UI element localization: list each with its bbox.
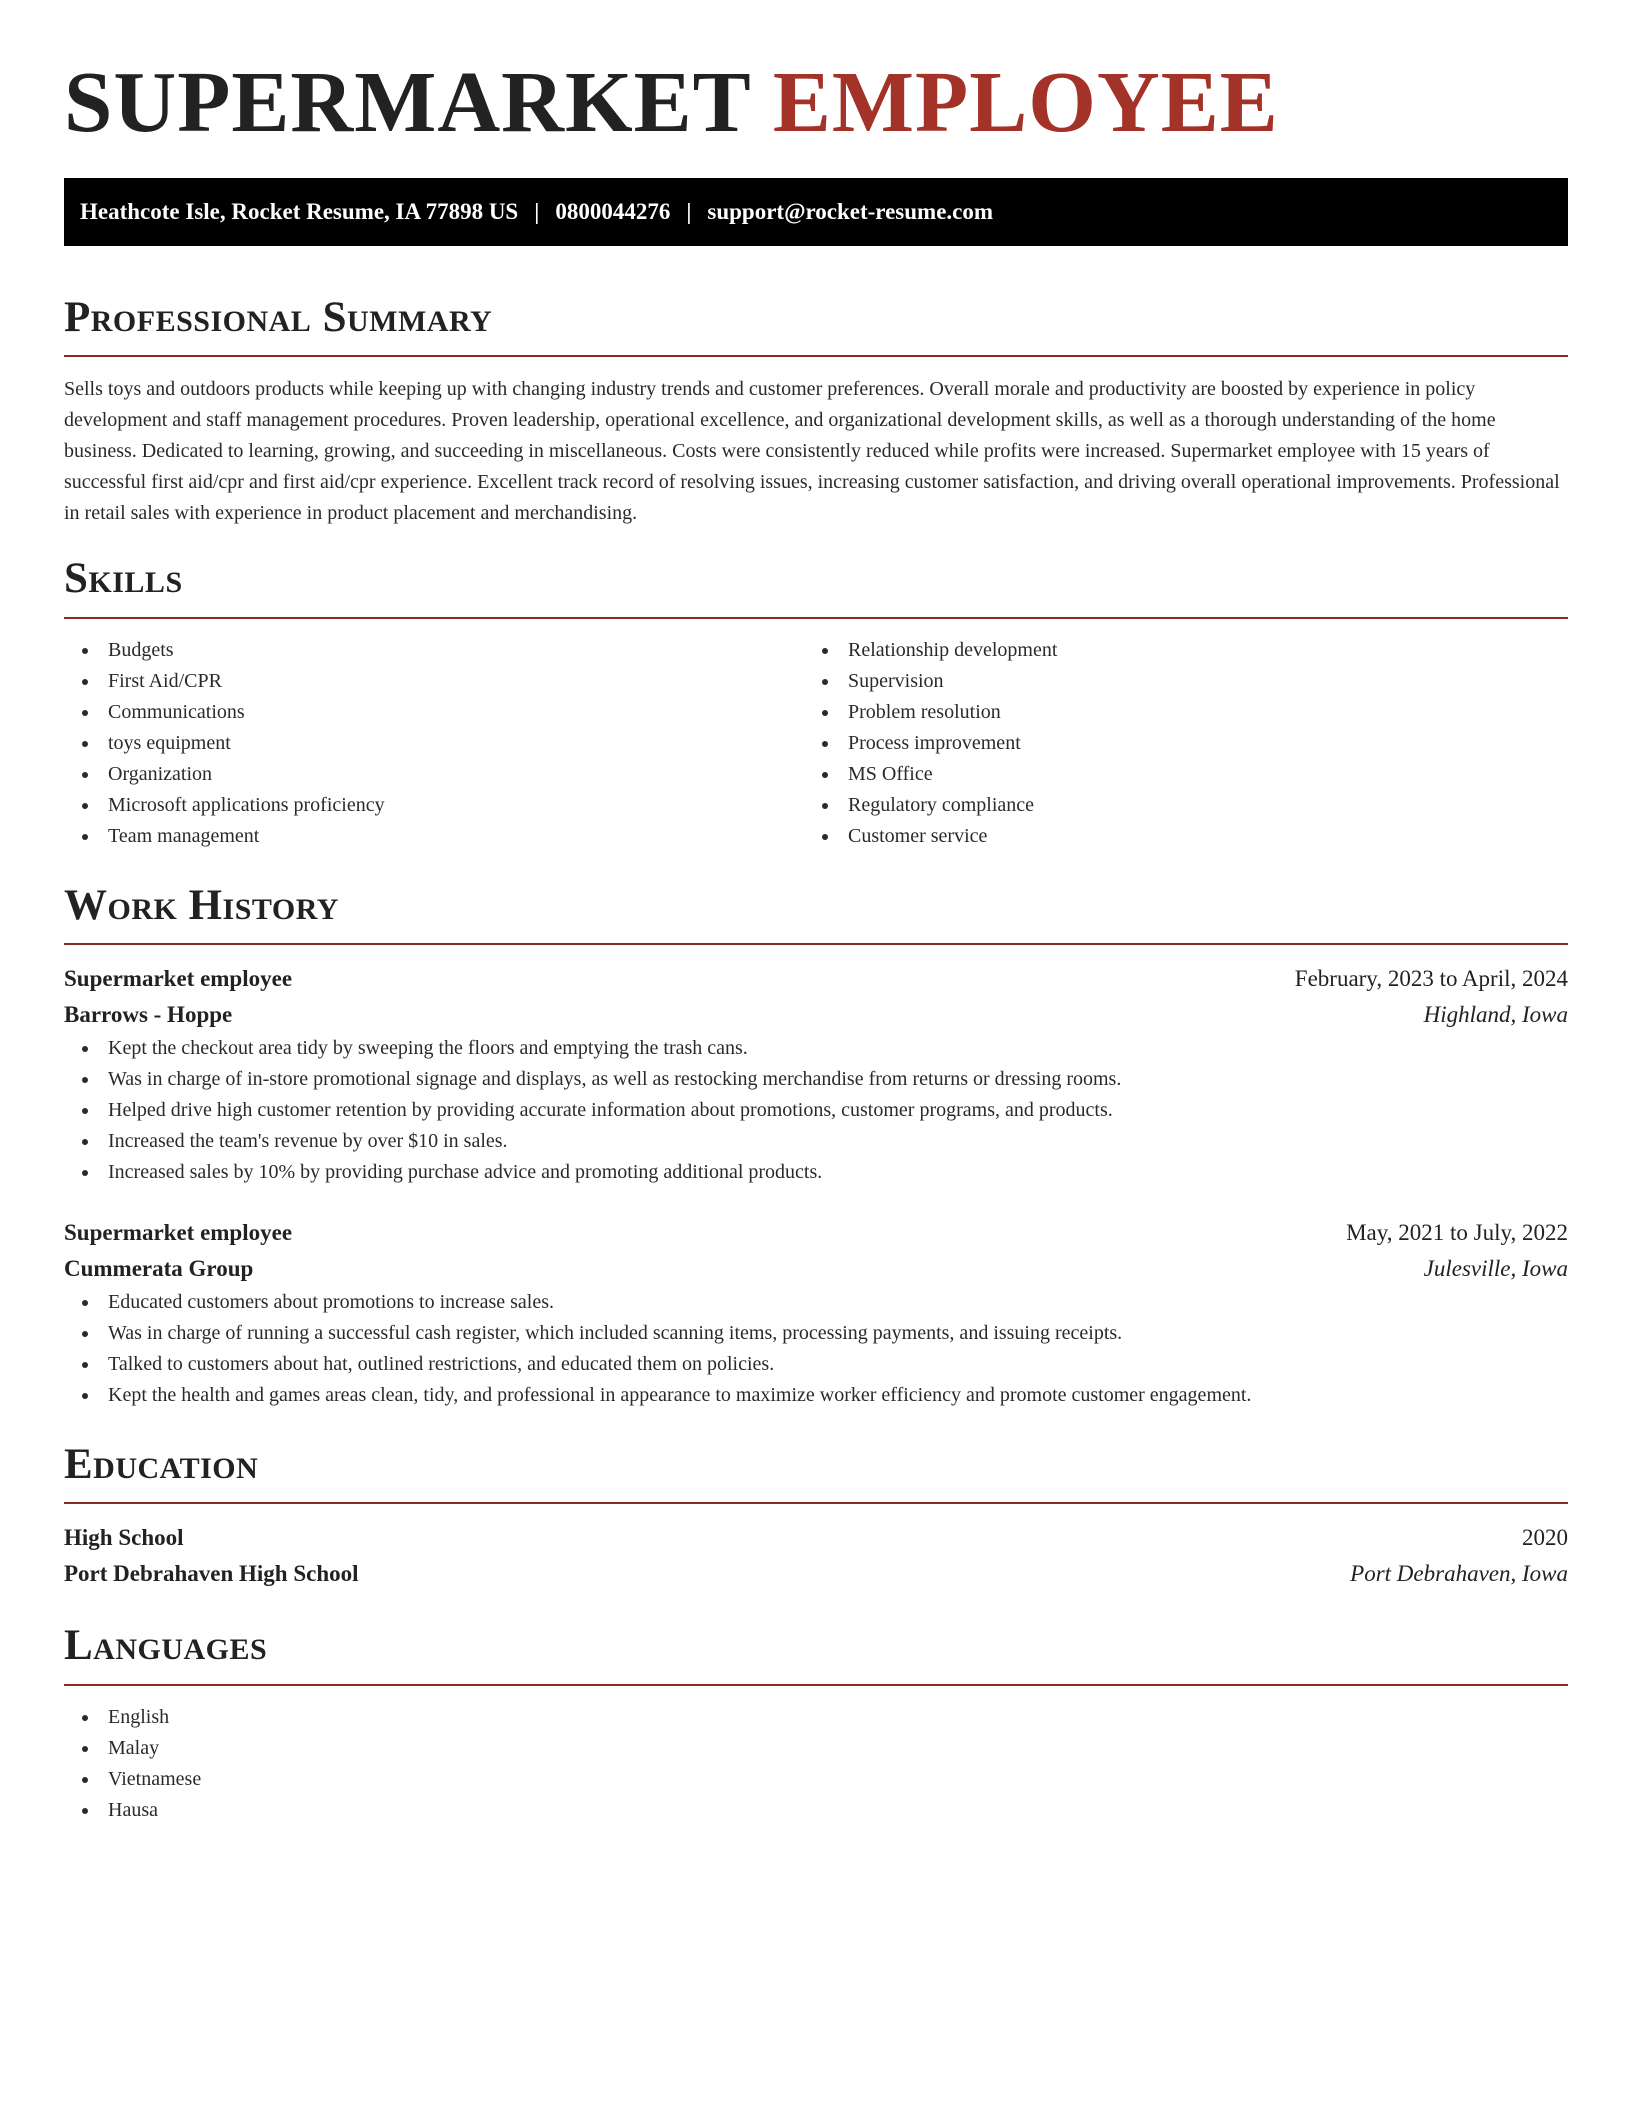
job-duty: Educated customers about promotions to increase sales. xyxy=(64,1287,1568,1318)
job-title: Supermarket employee xyxy=(64,1219,293,1245)
skill-item: Organization xyxy=(64,759,804,790)
skill-item: Problem resolution xyxy=(804,697,1544,728)
job-location: Julesville, Iowa xyxy=(1423,1255,1568,1281)
job-duties xyxy=(64,1033,1568,1188)
job-company-row xyxy=(64,997,1568,1033)
job-duties xyxy=(64,1287,1568,1411)
education-header-row xyxy=(64,1520,1568,1556)
languages-title: Languages xyxy=(64,1622,268,1670)
education-school: Port Debrahaven High School xyxy=(64,1561,359,1587)
skills-list-right xyxy=(804,635,1544,852)
job-dates: February, 2023 to April, 2024 xyxy=(1294,965,1568,991)
job-duty: Increased sales by 10% by providing purchase advice and promoting additional products. xyxy=(64,1157,1568,1188)
summary-text: Sells toys and outdoors products while keeping up with changing industry trends and customer preferences. Overall morale and productivity are boosted by experience in policy development and staff management procedures. Proven leadership, operational excellence, and organizational development skills, as well as a thorough understanding of the home business. Dedicated to learning, growing, and succeeding in miscellaneous. Costs were consistently reduced while profits were increased. Supermarket employee with 15 years of successful first aid/cpr and first aid/cpr experience. Excellent track record of resolving issues, increasing customer satisfaction, and driving overall operational improvements. Professional in retail sales with experience in product placement and merchandising. xyxy=(64,378,1560,525)
education-degree: High School xyxy=(64,1525,184,1551)
job-duty: Kept the health and games areas clean, tidy, and professional in appearance to maximize worker efficiency and promote customer engagement. xyxy=(64,1380,1568,1411)
job-header-row xyxy=(64,961,1568,997)
job-company-row xyxy=(64,1251,1568,1287)
section-divider xyxy=(64,943,1568,945)
education-school-row xyxy=(64,1556,1568,1592)
job-title: Supermarket employee xyxy=(64,965,293,991)
skills-grid xyxy=(64,635,1568,852)
language-item: Hausa xyxy=(64,1795,1568,1826)
summary-section xyxy=(64,294,1568,529)
skill-item: Microsoft applications proficiency xyxy=(64,790,804,821)
languages-list xyxy=(64,1702,1568,1826)
languages-section xyxy=(64,1622,1568,1825)
education-entry xyxy=(64,1520,1568,1592)
summary-title: Professional Summary xyxy=(64,294,493,342)
skills-title: Skills xyxy=(64,555,183,603)
resume-name xyxy=(64,52,1568,152)
section-divider xyxy=(64,355,1568,357)
contact-phone: 0800044276 xyxy=(555,199,671,225)
skill-item: MS Office xyxy=(804,759,1544,790)
name-second: EMPLOYEE xyxy=(772,53,1279,150)
contact-separator: | xyxy=(686,199,692,225)
contact-separator: | xyxy=(534,199,540,225)
skill-item: First Aid/CPR xyxy=(64,666,804,697)
skill-item: Process improvement xyxy=(804,728,1544,759)
skill-item: Regulatory compliance xyxy=(804,790,1544,821)
language-item: Malay xyxy=(64,1733,1568,1764)
job-duty: Was in charge of running a successful cash register, which included scanning items, processing payments, and issuing receipts. xyxy=(64,1318,1568,1349)
education-year: 2020 xyxy=(1522,1525,1568,1551)
contact-bar xyxy=(64,178,1568,246)
skill-item: Supervision xyxy=(804,666,1544,697)
job-location: Highland, Iowa xyxy=(1423,1001,1568,1027)
education-section xyxy=(64,1441,1568,1592)
skills-column-left xyxy=(64,635,804,852)
job-dates: May, 2021 to July, 2022 xyxy=(1346,1219,1568,1245)
skills-section xyxy=(64,555,1568,851)
skill-item: Customer service xyxy=(804,821,1544,852)
job-header-row xyxy=(64,1215,1568,1251)
skill-item: Team management xyxy=(64,821,804,852)
skills-list-left xyxy=(64,635,804,852)
skill-item: Communications xyxy=(64,697,804,728)
section-divider xyxy=(64,617,1568,619)
skill-item: toys equipment xyxy=(64,728,804,759)
skill-item: Budgets xyxy=(64,635,804,666)
skill-item: Relationship development xyxy=(804,635,1544,666)
job-duty: Helped drive high customer retention by providing accurate information about promotions, customer programs, and products. xyxy=(64,1095,1568,1126)
section-divider xyxy=(64,1502,1568,1504)
job-duty: Was in charge of in-store promotional signage and displays, as well as restocking merchandise from returns or dressing rooms. xyxy=(64,1064,1568,1095)
job-duty: Kept the checkout area tidy by sweeping the floors and emptying the trash cans. xyxy=(64,1033,1568,1064)
job-duty: Increased the team's revenue by over $10 in sales. xyxy=(64,1126,1568,1157)
language-item: Vietnamese xyxy=(64,1764,1568,1795)
language-item: English xyxy=(64,1702,1568,1733)
section-divider xyxy=(64,1684,1568,1686)
work-section xyxy=(64,882,1568,1411)
job-entry xyxy=(64,961,1568,1188)
contact-email: support@rocket-resume.com xyxy=(707,199,994,225)
work-title: Work History xyxy=(64,881,339,929)
education-location: Port Debrahaven, Iowa xyxy=(1350,1561,1568,1587)
contact-address: Heathcote Isle, Rocket Resume, IA 77898 US xyxy=(80,199,519,225)
job-company: Cummerata Group xyxy=(64,1255,254,1281)
skills-column-right xyxy=(804,635,1544,852)
job-company: Barrows - Hoppe xyxy=(64,1001,233,1027)
job-duty: Talked to customers about hat, outlined restrictions, and educated them on policies. xyxy=(64,1349,1568,1380)
education-title: Education xyxy=(64,1440,259,1488)
name-first: SUPERMARKET xyxy=(64,53,751,150)
job-entry xyxy=(64,1215,1568,1411)
